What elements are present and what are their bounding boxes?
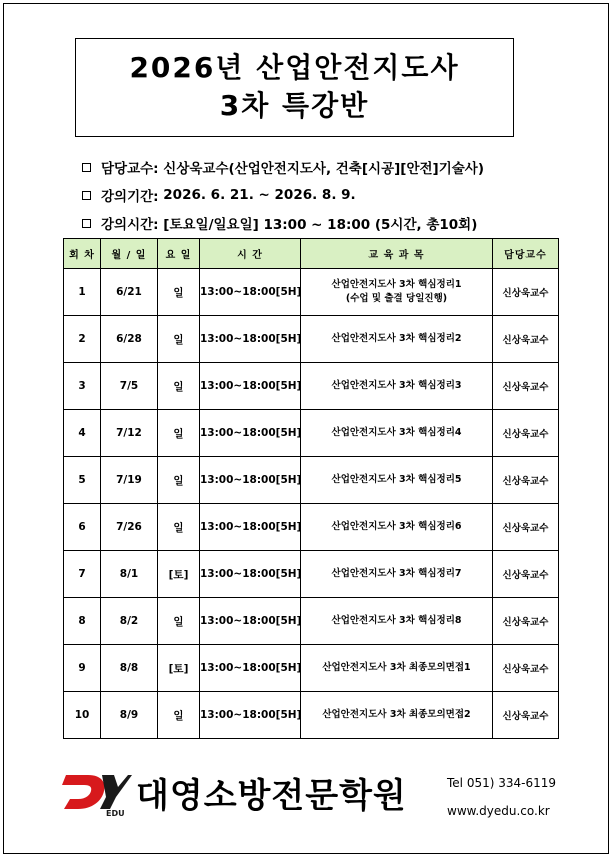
day-cell: [토] bbox=[158, 551, 200, 598]
checkbox-bullet-icon bbox=[82, 163, 91, 172]
header-date: 월 / 일 bbox=[101, 239, 158, 269]
table-row bbox=[64, 645, 559, 692]
header-time: 시 간 bbox=[200, 239, 301, 269]
professor-cell: 신상욱교수 bbox=[493, 645, 559, 692]
professor-cell: 신상욱교수 bbox=[493, 504, 559, 551]
date-cell: 8/9 bbox=[101, 692, 158, 739]
session-cell: 7 bbox=[64, 551, 101, 598]
course-cell bbox=[301, 551, 493, 598]
session-cell: 9 bbox=[64, 645, 101, 692]
header-professor: 담당교수 bbox=[493, 239, 559, 269]
table-row bbox=[64, 457, 559, 504]
info-period bbox=[82, 181, 562, 209]
professor-cell: 신상욱교수 bbox=[493, 598, 559, 645]
header-day: 요 일 bbox=[158, 239, 200, 269]
day-cell: 일 bbox=[158, 504, 200, 551]
professor-cell: 신상욱교수 bbox=[493, 551, 559, 598]
day-cell: 일 bbox=[158, 363, 200, 410]
time-cell: 13:00~18:00[5H] bbox=[200, 316, 301, 363]
course-cell bbox=[301, 363, 493, 410]
course-title: 산업안전지도사 3차 핵심정리1 bbox=[331, 279, 462, 290]
phone-number: Tel 051) 334-6119 bbox=[447, 776, 556, 790]
course-cell bbox=[301, 316, 493, 363]
professor-cell: 신상욱교수 bbox=[493, 269, 559, 316]
header-course: 교 육 과 목 bbox=[301, 239, 493, 269]
course-cell bbox=[301, 692, 493, 739]
date-cell: 8/8 bbox=[101, 645, 158, 692]
date-cell: 8/1 bbox=[101, 551, 158, 598]
course-title: 산업안전지도사 3차 최종모의면접2 bbox=[322, 709, 471, 720]
table-row bbox=[64, 504, 559, 551]
time-cell: 13:00~18:00[5H] bbox=[200, 457, 301, 504]
table-row bbox=[64, 551, 559, 598]
info-value: [토요일/일요일] 13:00 ~ 18:00 (5시간, 총10회) bbox=[163, 217, 478, 233]
professor-cell: 신상욱교수 bbox=[493, 410, 559, 457]
dy-logo-icon bbox=[62, 769, 132, 817]
course-title: 산업안전지도사 3차 핵심정리7 bbox=[331, 568, 462, 579]
date-cell: 7/5 bbox=[101, 363, 158, 410]
table-row bbox=[64, 316, 559, 363]
table-row bbox=[64, 410, 559, 457]
table-header-row bbox=[64, 239, 559, 269]
logo-sub: EDU bbox=[106, 808, 125, 817]
date-cell: 7/19 bbox=[101, 457, 158, 504]
professor-cell: 신상욱교수 bbox=[493, 457, 559, 504]
time-cell: 13:00~18:00[5H] bbox=[200, 645, 301, 692]
day-cell: 일 bbox=[158, 598, 200, 645]
time-cell: 13:00~18:00[5H] bbox=[200, 551, 301, 598]
session-cell: 5 bbox=[64, 457, 101, 504]
date-cell: 6/28 bbox=[101, 316, 158, 363]
time-cell: 13:00~18:00[5H] bbox=[200, 692, 301, 739]
date-cell: 6/21 bbox=[101, 269, 158, 316]
page-title: 2026년 산업안전지도사 bbox=[129, 51, 460, 84]
info-value: 신상욱교수(산업안전지도사, 건축[시공][안전]기술사) bbox=[163, 161, 484, 177]
session-cell: 3 bbox=[64, 363, 101, 410]
course-cell bbox=[301, 410, 493, 457]
course-cell bbox=[301, 457, 493, 504]
session-cell: 8 bbox=[64, 598, 101, 645]
day-cell: 일 bbox=[158, 692, 200, 739]
info-label: 강의기간: bbox=[101, 189, 159, 205]
info-value: 2026. 6. 21. ~ 2026. 8. 9. bbox=[163, 187, 356, 203]
time-cell: 13:00~18:00[5H] bbox=[200, 598, 301, 645]
table-row bbox=[64, 269, 559, 316]
table-row bbox=[64, 692, 559, 739]
session-cell: 6 bbox=[64, 504, 101, 551]
info-label: 강의시간: bbox=[101, 217, 159, 233]
table-row bbox=[64, 363, 559, 410]
professor-cell: 신상욱교수 bbox=[493, 316, 559, 363]
page-subtitle: 3차 특강반 bbox=[219, 89, 370, 122]
course-note: (수업 및 출결 당일진행) bbox=[345, 293, 448, 304]
time-cell: 13:00~18:00[5H] bbox=[200, 363, 301, 410]
schedule-table bbox=[63, 238, 559, 739]
checkbox-bullet-icon bbox=[82, 219, 91, 228]
time-cell: 13:00~18:00[5H] bbox=[200, 504, 301, 551]
course-title: 산업안전지도사 3차 핵심정리5 bbox=[331, 474, 462, 485]
day-cell: 일 bbox=[158, 269, 200, 316]
course-title: 산업안전지도사 3차 핵심정리6 bbox=[331, 521, 462, 532]
title-box bbox=[75, 38, 514, 137]
page bbox=[3, 3, 609, 854]
course-info bbox=[82, 153, 562, 237]
academy-logo bbox=[62, 768, 407, 817]
website-url: www.dyedu.co.kr bbox=[447, 804, 550, 818]
day-cell: 일 bbox=[158, 410, 200, 457]
header-session: 회 차 bbox=[64, 239, 101, 269]
info-professor bbox=[82, 153, 562, 181]
academy-name: 대영소방전문학원 bbox=[136, 776, 407, 816]
day-cell: [토] bbox=[158, 645, 200, 692]
contact-info bbox=[447, 772, 556, 828]
time-cell: 13:00~18:00[5H] bbox=[200, 269, 301, 316]
course-title: 산업안전지도사 3차 핵심정리4 bbox=[331, 427, 462, 438]
professor-cell: 신상욱교수 bbox=[493, 692, 559, 739]
info-time bbox=[82, 209, 562, 237]
session-cell: 1 bbox=[64, 269, 101, 316]
table-row bbox=[64, 598, 559, 645]
course-title: 산업안전지도사 3차 핵심정리2 bbox=[331, 333, 462, 344]
checkbox-bullet-icon bbox=[82, 191, 91, 200]
session-cell: 4 bbox=[64, 410, 101, 457]
date-cell: 8/2 bbox=[101, 598, 158, 645]
session-cell: 2 bbox=[64, 316, 101, 363]
date-cell: 7/12 bbox=[101, 410, 158, 457]
course-title: 산업안전지도사 3차 핵심정리8 bbox=[331, 615, 462, 626]
day-cell: 일 bbox=[158, 457, 200, 504]
course-title: 산업안전지도사 3차 최종모의면접1 bbox=[322, 662, 471, 673]
course-title: 산업안전지도사 3차 핵심정리3 bbox=[331, 380, 462, 391]
course-cell bbox=[301, 269, 493, 316]
time-cell: 13:00~18:00[5H] bbox=[200, 410, 301, 457]
day-cell: 일 bbox=[158, 316, 200, 363]
course-cell bbox=[301, 598, 493, 645]
session-cell: 10 bbox=[64, 692, 101, 739]
professor-cell: 신상욱교수 bbox=[493, 363, 559, 410]
date-cell: 7/26 bbox=[101, 504, 158, 551]
info-label: 담당교수: bbox=[101, 161, 159, 177]
course-cell bbox=[301, 645, 493, 692]
course-cell bbox=[301, 504, 493, 551]
